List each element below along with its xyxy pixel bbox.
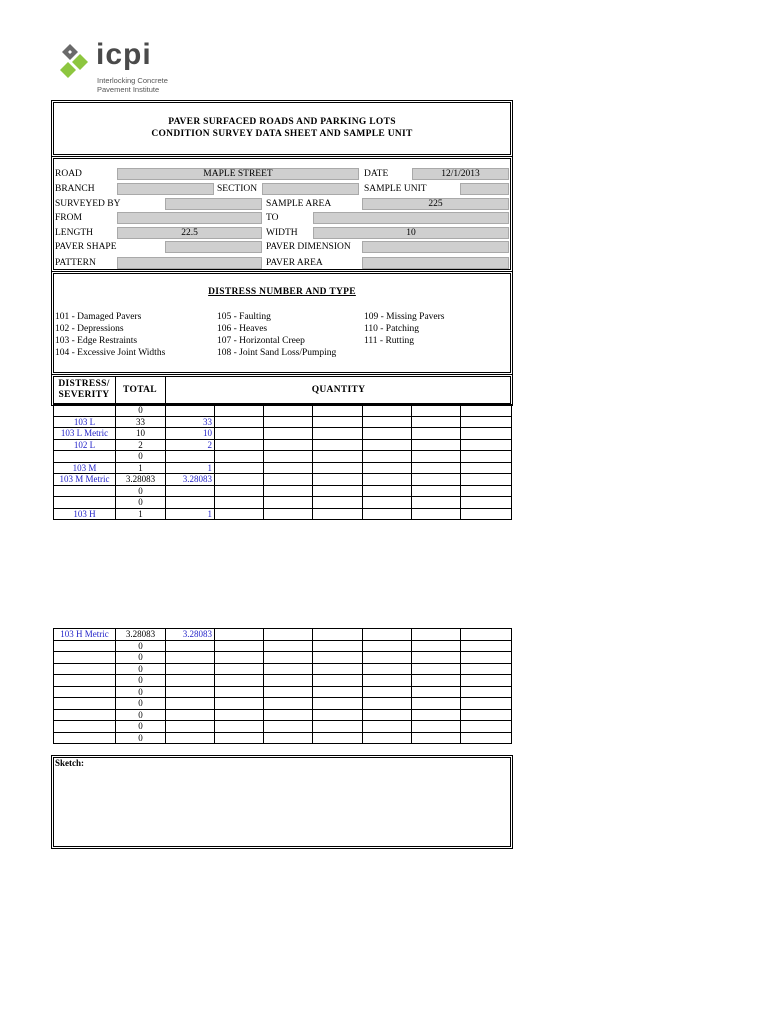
quantity-cell[interactable] xyxy=(264,416,313,428)
table-row xyxy=(54,686,512,698)
quantity-cell[interactable] xyxy=(461,652,512,664)
length-value: 22.5 xyxy=(181,228,198,238)
quantity-cell[interactable] xyxy=(313,485,363,497)
distress-severity-cell[interactable] xyxy=(54,686,116,698)
data-table-bottom xyxy=(53,628,512,744)
quantity-cell[interactable] xyxy=(363,439,412,451)
quantity-cell[interactable] xyxy=(264,652,313,664)
quantity-cell[interactable] xyxy=(215,629,264,641)
total-cell[interactable]: 0 xyxy=(116,663,166,675)
table-row xyxy=(54,698,512,710)
quantity-cell[interactable] xyxy=(363,721,412,733)
quantity-cell[interactable] xyxy=(313,629,363,641)
quantity-cell[interactable] xyxy=(412,485,461,497)
distress-severity-header-2: SEVERITY xyxy=(58,390,110,400)
distress-col1 xyxy=(55,311,165,359)
quantity-cell[interactable] xyxy=(166,485,215,497)
quantity-cell[interactable] xyxy=(412,497,461,509)
section-label: SECTION xyxy=(217,184,258,194)
distress-severity-cell[interactable] xyxy=(54,732,116,744)
table-row xyxy=(54,451,512,463)
distress-col3 xyxy=(364,311,445,347)
quantity-cell[interactable] xyxy=(363,629,412,641)
quantity-cell[interactable] xyxy=(215,508,264,520)
total-cell[interactable]: 0 xyxy=(116,485,166,497)
table-row xyxy=(54,663,512,675)
quantity-cell[interactable] xyxy=(264,451,313,463)
quantity-cell[interactable] xyxy=(215,640,264,652)
sample-area-value: 225 xyxy=(428,199,443,209)
quantity-cell[interactable] xyxy=(166,663,215,675)
quantity-cell[interactable] xyxy=(264,709,313,721)
paver-dimension-label: PAVER DIMENSION xyxy=(266,242,351,252)
table-row xyxy=(54,640,512,652)
sketch-box[interactable] xyxy=(53,757,511,847)
quantity-cell[interactable] xyxy=(166,675,215,687)
quantity-cell[interactable] xyxy=(461,462,512,474)
quantity-cell[interactable] xyxy=(264,629,313,641)
quantity-cell[interactable] xyxy=(264,508,313,520)
quantity-cell[interactable] xyxy=(264,428,313,440)
quantity-cell[interactable] xyxy=(412,721,461,733)
quantity-cell[interactable]: 33 xyxy=(166,416,215,428)
quantity-cell[interactable] xyxy=(461,497,512,509)
pattern-field[interactable] xyxy=(117,257,262,269)
quantity-cell[interactable] xyxy=(363,474,412,486)
sample-area-label: SAMPLE AREA xyxy=(266,199,332,209)
total-cell[interactable]: 0 xyxy=(116,640,166,652)
quantity-cell[interactable] xyxy=(363,675,412,687)
table-row xyxy=(54,428,512,440)
quantity-cell[interactable] xyxy=(412,416,461,428)
quantity-cell[interactable] xyxy=(313,497,363,509)
quantity-cell[interactable] xyxy=(412,732,461,744)
date-value: 12/1/2013 xyxy=(441,169,480,179)
quantity-cell[interactable] xyxy=(461,698,512,710)
table-row xyxy=(54,405,512,417)
table-row xyxy=(54,485,512,497)
total-cell[interactable]: 10 xyxy=(116,428,166,440)
sample-unit-field[interactable] xyxy=(460,183,509,195)
width-label: WIDTH xyxy=(266,228,298,238)
quantity-cell[interactable] xyxy=(313,416,363,428)
quantity-cell[interactable]: 10 xyxy=(166,428,215,440)
quantity-cell[interactable]: 2 xyxy=(166,439,215,451)
distress-severity-cell[interactable] xyxy=(54,497,116,509)
total-cell[interactable]: 0 xyxy=(116,686,166,698)
distress-severity-cell[interactable] xyxy=(54,709,116,721)
title-line1: PAVER SURFACED ROADS AND PARKING LOTS xyxy=(168,117,396,127)
quantity-cell[interactable]: 1 xyxy=(166,462,215,474)
total-cell[interactable]: 0 xyxy=(116,721,166,733)
paver-area-field[interactable] xyxy=(362,257,509,269)
quantity-cell[interactable] xyxy=(363,640,412,652)
quantity-cell[interactable] xyxy=(313,686,363,698)
quantity-cell[interactable] xyxy=(215,709,264,721)
quantity-cell[interactable]: 3.28083 xyxy=(166,629,215,641)
table-row xyxy=(54,439,512,451)
quantity-cell[interactable] xyxy=(412,508,461,520)
table-row xyxy=(54,652,512,664)
quantity-cell[interactable] xyxy=(313,451,363,463)
distress-col2 xyxy=(217,311,336,359)
quantity-cell[interactable] xyxy=(215,497,264,509)
quantity-cell[interactable] xyxy=(363,405,412,417)
quantity-cell[interactable] xyxy=(412,675,461,687)
quantity-cell[interactable] xyxy=(215,686,264,698)
quantity-cell[interactable] xyxy=(313,428,363,440)
date-label: DATE xyxy=(364,169,389,179)
distress-item: 101 - Damaged Pavers xyxy=(55,312,142,322)
icpi-diamond-icon xyxy=(58,42,92,80)
quantity-cell[interactable] xyxy=(412,405,461,417)
quantity-cell[interactable] xyxy=(264,686,313,698)
quantity-cell[interactable] xyxy=(166,497,215,509)
quantity-cell[interactable] xyxy=(264,640,313,652)
total-header: TOTAL xyxy=(123,385,157,395)
quantity-cell[interactable] xyxy=(215,416,264,428)
quantity-cell[interactable] xyxy=(461,629,512,641)
quantity-cell[interactable] xyxy=(313,462,363,474)
logo-line2: Pavement Institute xyxy=(97,85,160,94)
quantity-cell[interactable] xyxy=(412,709,461,721)
quantity-cell[interactable] xyxy=(461,686,512,698)
quantity-header: QUANTITY xyxy=(311,385,366,395)
distress-severity-cell[interactable] xyxy=(54,663,116,675)
pattern-label: PATTERN xyxy=(55,258,96,268)
quantity-cell[interactable] xyxy=(313,474,363,486)
quantity-cell[interactable] xyxy=(264,663,313,675)
road-label: ROAD xyxy=(55,169,82,179)
quantity-cell[interactable] xyxy=(461,709,512,721)
quantity-cell[interactable] xyxy=(264,474,313,486)
from-field[interactable] xyxy=(117,212,262,224)
quantity-cell[interactable] xyxy=(166,652,215,664)
to-field[interactable] xyxy=(313,212,509,224)
quantity-cell[interactable] xyxy=(264,439,313,451)
quantity-cell[interactable] xyxy=(166,709,215,721)
logo-name: icpi xyxy=(96,38,152,71)
quantity-cell[interactable] xyxy=(363,416,412,428)
quantity-cell[interactable] xyxy=(461,663,512,675)
distress-item: 111 - Rutting xyxy=(364,336,414,346)
distress-severity-cell[interactable] xyxy=(54,652,116,664)
quantity-cell[interactable] xyxy=(461,721,512,733)
quantity-cell[interactable] xyxy=(264,462,313,474)
paver-shape-field[interactable] xyxy=(165,241,262,253)
total-cell[interactable]: 1 xyxy=(116,462,166,474)
distress-severity-cell[interactable] xyxy=(54,451,116,463)
quantity-cell[interactable] xyxy=(215,451,264,463)
quantity-cell[interactable] xyxy=(264,485,313,497)
quantity-cell[interactable] xyxy=(363,663,412,675)
table-row xyxy=(54,508,512,520)
quantity-cell[interactable] xyxy=(461,405,512,417)
quantity-cell[interactable] xyxy=(363,485,412,497)
distress-severity-cell[interactable] xyxy=(54,640,116,652)
quantity-cell[interactable] xyxy=(461,428,512,440)
table-row xyxy=(54,709,512,721)
total-cell[interactable]: 3.28083 xyxy=(116,629,166,641)
quantity-cell[interactable] xyxy=(412,652,461,664)
quantity-cell[interactable] xyxy=(166,405,215,417)
quantity-cell[interactable] xyxy=(461,485,512,497)
distress-severity-cell[interactable]: 103 H Metric xyxy=(54,629,116,641)
distress-severity-header-1: DISTRESS/ xyxy=(58,379,110,389)
total-cell[interactable]: 1 xyxy=(116,508,166,520)
distress-severity-cell[interactable]: 103 H xyxy=(54,508,116,520)
quantity-cell[interactable] xyxy=(264,721,313,733)
table-row xyxy=(54,675,512,687)
quantity-cell[interactable] xyxy=(313,709,363,721)
quantity-cell[interactable] xyxy=(412,629,461,641)
quantity-cell[interactable] xyxy=(313,675,363,687)
quantity-cell[interactable] xyxy=(363,709,412,721)
quantity-cell[interactable] xyxy=(461,508,512,520)
distress-item: 108 - Joint Sand Loss/Pumping xyxy=(217,348,337,358)
quantity-cell[interactable] xyxy=(215,405,264,417)
title-line2: CONDITION SURVEY DATA SHEET AND SAMPLE UNIT xyxy=(151,129,413,139)
section-field[interactable] xyxy=(262,183,359,195)
length-label: LENGTH xyxy=(55,228,93,238)
branch-label: BRANCH xyxy=(55,184,95,194)
distress-severity-cell[interactable] xyxy=(54,698,116,710)
distress-item: 104 - Excessive Joint Widths xyxy=(55,348,166,358)
quantity-cell[interactable] xyxy=(412,451,461,463)
quantity-cell[interactable] xyxy=(461,675,512,687)
paver-dimension-field[interactable] xyxy=(362,241,509,253)
quantity-cell[interactable] xyxy=(313,652,363,664)
quantity-cell[interactable] xyxy=(461,451,512,463)
table-row xyxy=(54,416,512,428)
quantity-cell[interactable] xyxy=(412,462,461,474)
total-cell[interactable]: 2 xyxy=(116,439,166,451)
distress-severity-cell[interactable]: 103 M Metric xyxy=(54,474,116,486)
quantity-cell[interactable] xyxy=(215,428,264,440)
quantity-cell[interactable] xyxy=(215,485,264,497)
quantity-cell[interactable] xyxy=(363,462,412,474)
quantity-cell[interactable] xyxy=(313,508,363,520)
distress-item: 102 - Depressions xyxy=(55,324,124,334)
quantity-cell[interactable] xyxy=(215,439,264,451)
distress-severity-cell[interactable] xyxy=(54,721,116,733)
quantity-cell[interactable] xyxy=(166,640,215,652)
table-row xyxy=(54,629,512,641)
quantity-cell[interactable]: 3.28083 xyxy=(166,474,215,486)
surveyed-by-field[interactable] xyxy=(165,198,262,210)
table-row xyxy=(54,497,512,509)
quantity-cell[interactable] xyxy=(166,686,215,698)
quantity-cell[interactable] xyxy=(166,451,215,463)
table-row xyxy=(54,462,512,474)
sample-unit-label: SAMPLE UNIT xyxy=(364,184,427,194)
distress-severity-cell[interactable]: 102 L xyxy=(54,439,116,451)
quantity-cell[interactable] xyxy=(461,416,512,428)
distress-severity-cell[interactable] xyxy=(54,675,116,687)
total-cell[interactable]: 0 xyxy=(116,451,166,463)
total-cell[interactable]: 0 xyxy=(116,675,166,687)
quantity-cell[interactable] xyxy=(264,698,313,710)
logo-line1: Interlocking Concrete xyxy=(97,76,168,85)
quantity-cell[interactable] xyxy=(215,462,264,474)
distress-severity-cell[interactable] xyxy=(54,485,116,497)
total-cell[interactable]: 0 xyxy=(116,709,166,721)
total-cell[interactable]: 0 xyxy=(116,732,166,744)
quantity-cell[interactable] xyxy=(363,686,412,698)
distress-item: 103 - Edge Restraints xyxy=(55,336,138,346)
quantity-cell[interactable] xyxy=(264,497,313,509)
data-table-top xyxy=(53,404,512,520)
quantity-cell[interactable] xyxy=(363,451,412,463)
from-label: FROM xyxy=(55,213,82,223)
total-cell[interactable]: 0 xyxy=(116,405,166,417)
quantity-cell[interactable] xyxy=(363,508,412,520)
quantity-cell[interactable] xyxy=(215,732,264,744)
paver-shape-label: PAVER SHAPE xyxy=(55,242,117,252)
quantity-cell[interactable] xyxy=(412,686,461,698)
quantity-cell[interactable] xyxy=(215,663,264,675)
quantity-cell[interactable] xyxy=(412,698,461,710)
quantity-cell[interactable] xyxy=(313,698,363,710)
distress-severity-cell[interactable] xyxy=(54,405,116,417)
quantity-cell[interactable] xyxy=(412,640,461,652)
quantity-cell[interactable] xyxy=(412,474,461,486)
quantity-cell[interactable] xyxy=(461,732,512,744)
quantity-cell[interactable] xyxy=(412,663,461,675)
total-cell[interactable]: 0 xyxy=(116,497,166,509)
quantity-cell[interactable] xyxy=(215,474,264,486)
quantity-cell[interactable] xyxy=(461,640,512,652)
distress-severity-cell[interactable]: 103 M xyxy=(54,462,116,474)
distress-heading: DISTRESS NUMBER AND TYPE xyxy=(208,287,356,297)
quantity-cell[interactable] xyxy=(461,439,512,451)
branch-field[interactable] xyxy=(117,183,214,195)
quantity-cell[interactable] xyxy=(166,732,215,744)
quantity-cell[interactable] xyxy=(264,405,313,417)
table-row xyxy=(54,732,512,744)
width-value: 10 xyxy=(406,228,416,238)
quantity-cell[interactable] xyxy=(313,640,363,652)
quantity-cell[interactable] xyxy=(313,732,363,744)
table-row xyxy=(54,721,512,733)
paver-area-label: PAVER AREA xyxy=(266,258,323,268)
icpi-logo xyxy=(58,40,178,96)
sketch-label: Sketch: xyxy=(55,758,84,768)
distress-item: 110 - Patching xyxy=(364,324,420,334)
quantity-cell[interactable] xyxy=(166,721,215,733)
quantity-cell[interactable] xyxy=(363,698,412,710)
quantity-cell[interactable] xyxy=(363,652,412,664)
quantity-cell[interactable] xyxy=(412,428,461,440)
quantity-cell[interactable] xyxy=(313,439,363,451)
quantity-cell[interactable] xyxy=(412,439,461,451)
total-cell[interactable]: 0 xyxy=(116,652,166,664)
quantity-cell[interactable] xyxy=(461,474,512,486)
distress-item: 105 - Faulting xyxy=(217,312,271,322)
quantity-cell[interactable] xyxy=(363,732,412,744)
quantity-cell[interactable] xyxy=(215,652,264,664)
quantity-cell[interactable] xyxy=(215,721,264,733)
total-cell[interactable]: 33 xyxy=(116,416,166,428)
quantity-cell[interactable] xyxy=(215,698,264,710)
distress-severity-cell[interactable]: 103 L Metric xyxy=(54,428,116,440)
total-cell[interactable]: 3.28083 xyxy=(116,474,166,486)
quantity-cell[interactable] xyxy=(313,721,363,733)
surveyed-by-label: SURVEYED BY xyxy=(55,199,121,209)
quantity-cell[interactable] xyxy=(215,675,264,687)
distress-item: 106 - Heaves xyxy=(217,324,268,334)
to-label: TO xyxy=(266,213,279,223)
quantity-cell[interactable] xyxy=(166,698,215,710)
quantity-cell[interactable] xyxy=(363,497,412,509)
quantity-cell[interactable] xyxy=(363,428,412,440)
road-value: MAPLE STREET xyxy=(203,169,273,179)
distress-item: 107 - Horizontal Creep xyxy=(217,336,305,346)
quantity-cell[interactable] xyxy=(313,405,363,417)
distress-item: 109 - Missing Pavers xyxy=(364,312,445,322)
quantity-cell[interactable]: 1 xyxy=(166,508,215,520)
distress-severity-cell[interactable]: 103 L xyxy=(54,416,116,428)
total-cell[interactable]: 0 xyxy=(116,698,166,710)
quantity-cell[interactable] xyxy=(264,732,313,744)
table-row xyxy=(54,474,512,486)
quantity-cell[interactable] xyxy=(264,675,313,687)
quantity-cell[interactable] xyxy=(313,663,363,675)
